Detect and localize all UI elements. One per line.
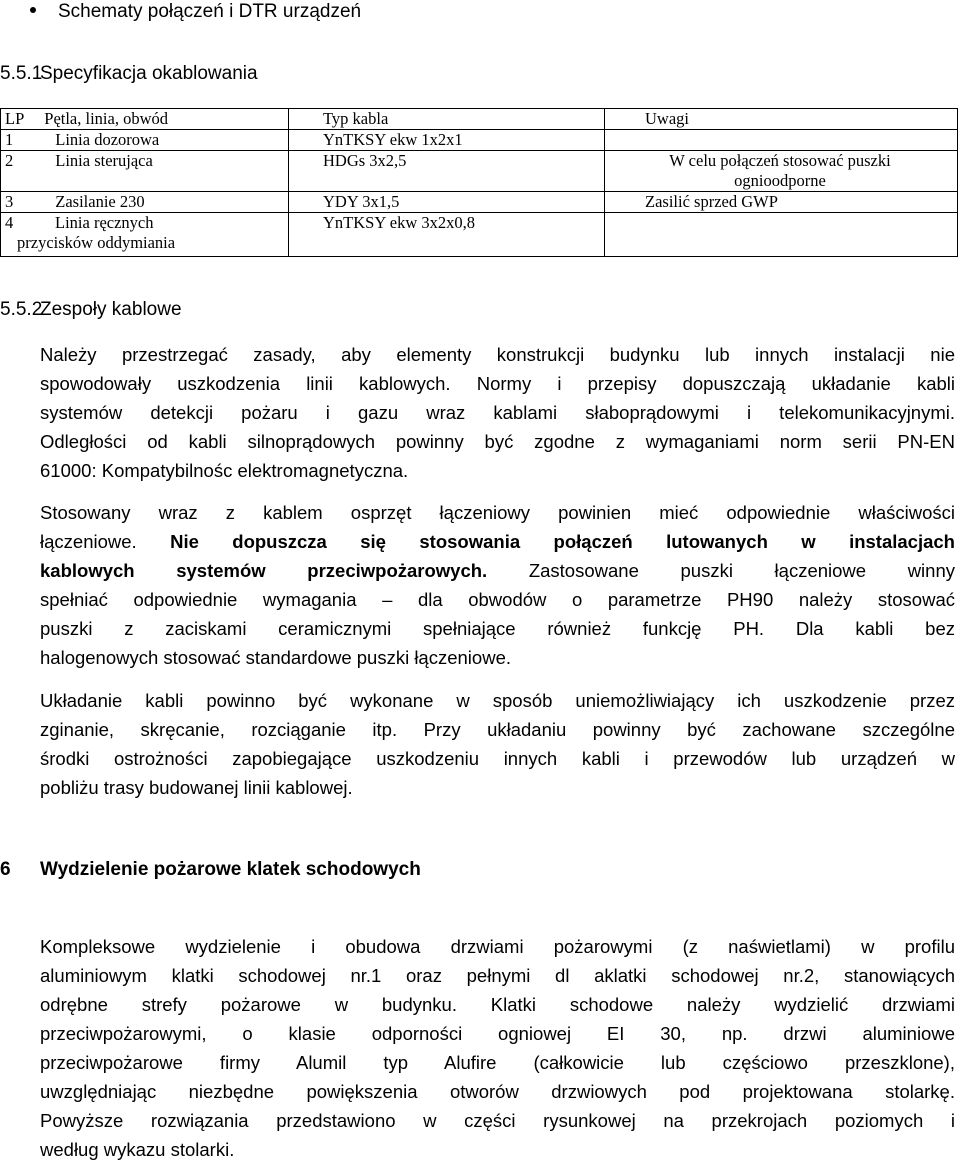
text-line: pobliżu trasy budowanej linii kablowej. [40,777,353,798]
text-line: systemów detekcji pożaru i gazu wraz kablami słaboprądowymi i telekomunikacyjnymi. [40,402,955,423]
section-heading-6 [0,858,421,882]
row-lp: 4 [5,213,14,232]
text-normal: łączeniowe. [40,531,171,552]
text-line: uwzględniając niezbędne powiększenia otworów drzwiowych pod projektowana stolarkę. [40,1081,955,1102]
text-line: według wykazu stolarki. [40,1139,235,1160]
text-line: aluminiowym klatki schodowej nr.1 oraz pełnymi dl aklatki schodowej nr.2, stanowiących [40,965,955,986]
header-lp: LP [5,109,25,128]
bullet-dot-icon [30,7,36,13]
row-notes: Zasilić sprzed GWP [605,192,958,213]
table-row [1,192,958,213]
section-number: 5.5.2 [0,299,43,320]
text-line: spowodowały uszkodzenia linii kablowych. Normy i przepisy dopuszczają układanie kabli [40,373,955,394]
table-row [1,151,958,192]
row-notes [605,213,958,257]
row-notes-text: W celu połączeń stosować puszki ognioodporne [669,151,891,190]
text-line: środki ostrożności zapobiegające uszkodzeniu innych kabli i przewodów lub urządzeń w [40,748,955,769]
text-line: 61000: Kompatybilnośc elektromagnetyczna. [40,460,409,481]
text-line [40,527,955,556]
bullet-text: Schematy połączeń i DTR urządzeń [58,1,362,22]
row-desc: Zasilanie 230 [55,192,145,211]
text-line: Powyższe rozwiązania przedstawiono w części rysunkowej na przekrojach poziomych i [40,1110,955,1131]
header-desc: Pętla, linia, obwód [44,109,168,128]
section-title: Specyfikacja okablowania [40,63,258,84]
section-number: 5.5.1 [0,63,43,84]
text-line: przeciwpożarowe firmy Alumil typ Alufire (całkowicie lub częściowo przeszklone), [40,1052,955,1073]
text-line: odrębne strefy pożarowe w budynku. Klatki schodowe należy wydzielić drzwiami [40,994,955,1015]
bullet-item [30,0,361,24]
text-line: zginanie, skręcanie, rozciąganie itp. Przy układaniu powinny być zachowane szczególne [40,719,955,740]
row-notes [605,151,958,192]
table-cell [1,130,289,151]
table-header-cell [1,109,289,130]
table-row [1,130,958,151]
paragraph-cable-assemblies [40,340,955,485]
row-lp: 2 [5,151,14,170]
cabling-spec-table [0,108,958,257]
section-heading-5-5-2 [0,298,182,322]
row-type: YnTKSY ekw 3x2x0,8 [289,213,605,257]
header-type: Typ kabla [289,109,605,130]
text-line: Układanie kabli powinno być wykonane w sposób uniemożliwiający ich uszkodzenie przez [40,690,955,711]
text-line [40,556,955,585]
table-cell [1,213,289,257]
section-number: 6 [0,859,11,880]
paragraph-staircase-separation [40,932,955,1164]
section-title: Wydzielenie pożarowe klatek schodowych [40,859,421,880]
text-line: halogenowych stosować standardowe puszki łączeniowe. [40,647,511,668]
row-notes [605,130,958,151]
text-bold: Nie dopuszcza się stosowania połączeń lutowanych w instalacjach [170,531,955,552]
text-line: puszki z zaciskami ceramicznymi spełniające również funkcję PH. Dla kabli bez [40,618,955,639]
table-cell [1,151,289,192]
section-title: Zespoły kablowe [40,299,182,320]
row-lp: 3 [5,192,14,211]
header-notes: Uwagi [605,109,958,130]
text-line: przeciwpożarowymi, o klasie odporności ogniowej EI 30, np. drzwi aluminiowe [40,1023,955,1044]
table-row [1,213,958,257]
row-cell-inner [5,213,284,253]
text-line: Stosowany wraz z kablem osprzęt łączeniowy powinien mieć odpowiednie właściwości [40,502,955,523]
text-normal: Zastosowane puszki łączeniowe winny [487,560,955,581]
paragraph-cable-laying [40,686,955,802]
row-type: HDGs 3x2,5 [289,151,605,192]
text-line: spełniać odpowiednie wymagania – dla obwodów o parametrze PH90 należy stosować [40,589,955,610]
table-cell [1,192,289,213]
paragraph-connection-accessories [40,498,955,672]
text-line: Odległości od kabli silnoprądowych powinny być zgodne z wymaganiami norm serii PN-EN [40,431,955,452]
text-line: Kompleksowe wydzielenie i obudowa drzwiami pożarowymi (z naświetlami) w profilu [40,936,955,957]
row-lp: 1 [5,130,14,149]
row-desc: Linia dozorowa [55,130,160,149]
row-desc: Linia ręcznych przycisków oddymiania [17,213,176,252]
row-type: YDY 3x1,5 [289,192,605,213]
section-heading-5-5-1 [0,62,258,86]
row-desc: Linia sterująca [55,151,153,170]
table-header-row [1,109,958,130]
text-bold: kablowych systemów przeciwpożarowych. [40,560,488,581]
row-type: YnTKSY ekw 1x2x1 [289,130,605,151]
text-line: Należy przestrzegać zasady, aby elementy konstrukcji budynku lub innych instalacji nie [40,344,955,365]
